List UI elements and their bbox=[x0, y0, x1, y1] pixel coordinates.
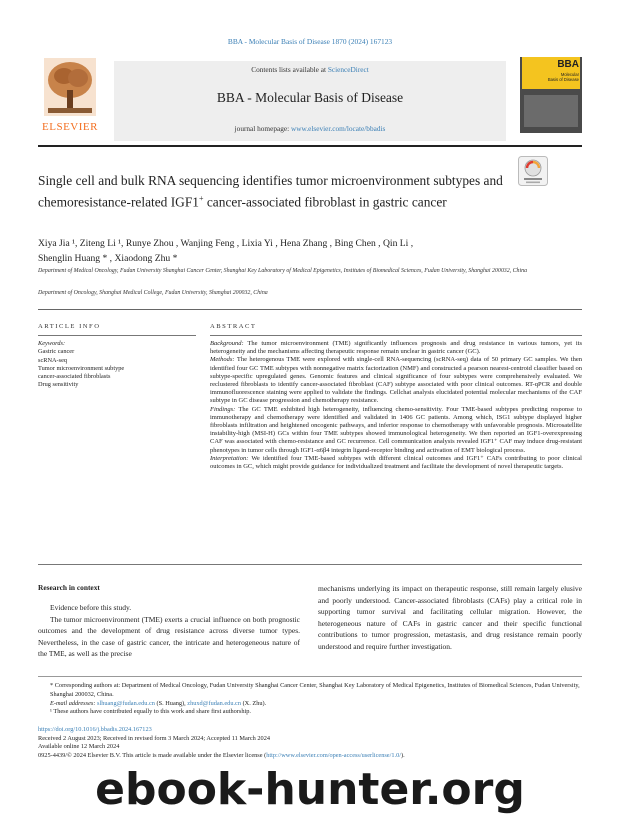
abstract-interpretation: Interpretation: We identified four TME-based subtypes with different clinical outcomes and IGF1⁺ CAFs contributing to poor clinical outcomes in GC, which might provide guidance for individualized treatment and facilitate the development of novel therapeutic targets. bbox=[210, 454, 582, 471]
doi-link[interactable]: https://doi.org/10.1016/j.bbadis.2024.167123 bbox=[38, 726, 152, 733]
email-link-huang[interactable]: slhuang@fudan.edu.cn bbox=[97, 699, 155, 707]
journal-homepage: journal homepage: www.elsevier.com/locate/bbadis bbox=[234, 124, 386, 133]
research-in-context-heading: Research in context bbox=[38, 583, 100, 592]
header-rule bbox=[38, 145, 582, 147]
author-list: Xiya Jia ¹, Ziteng Li ¹, Runye Zhou , Wanjing Feng , Lixia Yi , Hena Zhang , Bing Chen , Qin Li , Shenglin Huang * , Xiaodong Zhu * bbox=[38, 238, 414, 264]
corresponding-footnote: * Corresponding authors at: Department of Medical Oncology, Fudan University Shanghai Cancer Center, Shanghai Key Laboratory of Medical Epigenetics, Institutes of Biomedical Sciences, Fudan University, Shanghai 200032, China. bbox=[50, 682, 580, 698]
email-link-zhu[interactable]: zhuxd@fudan.edu.cn bbox=[187, 699, 241, 707]
keywords-label: Keywords: bbox=[38, 340, 66, 347]
affiliation-2: Department of Oncology, Shanghai Medical College, Fudan University, Shanghai 200032, China bbox=[38, 290, 268, 296]
abstract-findings: Findings: The GC TME exhibited high heterogeneity, influencing chemo-sensitivity. Four TME-based subtypes predicting response to immunotherapy and chemotherapy were identified and validated in 1406 GC patients. Among which, ISG1 subtype displayed higher fibroblasts infiltration and heightened oncogenic pathways, and inferior response to chemotherapy with unfavorable prognosis. Microsatellite instability-high (MSI-H) GCs within four TME subtypes showed immunological heterogeneity. We then reported an IGF1-overexpressing CAF was associated with chemo-resistance and GC recurrence. Cell communication analysis revealed IGF1⁺ CAF may induce drug-resistant phenotypes in tumor cells through IGF1-α6β4 integrin ligand-receptor binding and activation of EMT biological process. bbox=[210, 405, 582, 454]
keyword-item: Gastric cancer bbox=[38, 348, 75, 356]
sciencedirect-link[interactable]: ScienceDirect bbox=[327, 65, 369, 74]
affiliation-rule bbox=[38, 309, 582, 310]
keywords-block bbox=[38, 340, 198, 390]
cover-title: BBA bbox=[557, 59, 579, 70]
abstract-body bbox=[210, 340, 582, 471]
elsevier-logo bbox=[38, 58, 102, 134]
elsevier-wordmark: ELSEVIER bbox=[42, 121, 98, 133]
body-column-right bbox=[318, 583, 582, 652]
journal-title: BBA - Molecular Basis of Disease bbox=[216, 90, 404, 105]
cover-subtitle: Molecular Basis of Disease bbox=[547, 72, 579, 82]
article-meta bbox=[38, 726, 582, 760]
article-title: Single cell and bulk RNA sequencing identifies tumor microenvironment subtypes and chemoresistance-related IGF1+ cancer-associated fibroblast in gastric cancer bbox=[38, 173, 503, 210]
top-citation[interactable]: BBA - Molecular Basis of Disease 1870 (2024) 167123 bbox=[227, 37, 393, 46]
contents-line: Contents lists available at ScienceDirect bbox=[251, 65, 369, 74]
affiliation-1: Department of Medical Oncology, Fudan University Shanghai Cancer Center, Shanghai Key Laboratory of Medical Epigenetics, Institutes of Biomedical Sciences, Fudan University, Shanghai 200032, China bbox=[38, 268, 528, 274]
footnote-rule bbox=[38, 676, 582, 677]
homepage-link[interactable]: www.elsevier.com/locate/bbadis bbox=[290, 124, 386, 133]
abstract-bottom-rule bbox=[38, 564, 582, 565]
keyword-item: cancer-associated fibroblasts bbox=[38, 373, 111, 381]
keyword-item: scRNA-seq bbox=[38, 356, 68, 364]
abstract-rule bbox=[210, 335, 582, 336]
body-paragraph: mechanisms underlying its impact on therapeutic response, still remain largely elusive and poorly understood. Cancer-associated fibroblasts (CAFs) play a critical role in supporting tumor survival and facilitating cellular migration. However, the heterogeneous nature of CAFs in gastric cancer and their specific functional contributions to tumor progression, metastasis, and drug resistance remain poorly understood and require further investigation. bbox=[318, 584, 582, 651]
evidence-heading: Evidence before this study. bbox=[50, 603, 132, 612]
keyword-item: Tumor microenvironment subtype bbox=[38, 364, 125, 372]
article-info-rule bbox=[38, 335, 196, 336]
license-line: 0925-4439/© 2024 Elsevier B.V. This article is made available under the Elsevier license (http://www.elsevier.com/open-access/userlicense/1.0/). bbox=[38, 751, 405, 759]
check-for-updates-icon[interactable] bbox=[518, 156, 548, 186]
online-date: Available online 12 March 2024 bbox=[38, 743, 120, 751]
body-paragraph: The tumor microenvironment (TME) exerts a crucial influence on both prognostic outcomes and the development of drug resistance across diverse tumor types. Nevertheless, in the case of gastric cancer, the intricate and heterogeneous nature of the TME, as well as the precise bbox=[38, 614, 300, 658]
watermark-text: ebook-hunter.org bbox=[95, 764, 525, 815]
received-dates: Received 2 August 2023; Received in revised form 3 March 2024; Accepted 11 March 2024 bbox=[38, 734, 270, 742]
elsevier-tree-icon bbox=[44, 58, 96, 116]
journal-cover bbox=[520, 57, 582, 133]
abstract-background: Background: The tumor microenvironment (TME) significantly influences prognosis and drug resistance in various tumors, yet its heterogeneity and the mechanisms affecting therapeutic response remain unclear in gastric cancer (GC). bbox=[210, 340, 582, 356]
body-column-left bbox=[38, 602, 300, 660]
footnotes bbox=[38, 682, 582, 717]
email-footnote: E-mail addresses: slhuang@fudan.edu.cn (S. Huang), zhuxd@fudan.edu.cn (X. Zhu). bbox=[50, 699, 267, 707]
abstract-methods: Methods: The heterogenous TME were explored with single-cell RNA-sequencing (scRNA-seq) data of 50 primary GC samples. We then identified four GC TME subtypes with nonnegative matrix factorization (NMF) and constructed a pearson nearest-centroid classifier based on subtype-specific upregulated genes. Genomic features and clinical significance of four subtypes were comprehensively evaluated. We reclustered fibroblasts to identify cancer-associated fibroblast (CAF) subtype associated with poor clinical outcomes. RT-qPCR and double immunofluorescence staining were applied to validate the findings. Cellchat analysis elucidated potential molecular mechanisms of the CAF subtype in GC disease progression and chemotherapy resistance. bbox=[210, 356, 582, 405]
license-link[interactable]: http://www.elsevier.com/open-access/userlicense/1.0/ bbox=[266, 751, 401, 759]
equal-contribution-footnote: ¹ These authors have contributed equally to this work and share first authorship. bbox=[50, 708, 251, 716]
article-info-heading: ARTICLE INFO bbox=[38, 323, 101, 330]
abstract-heading: ABSTRACT bbox=[210, 323, 257, 330]
keyword-item: Drug sensitivity bbox=[38, 381, 79, 389]
